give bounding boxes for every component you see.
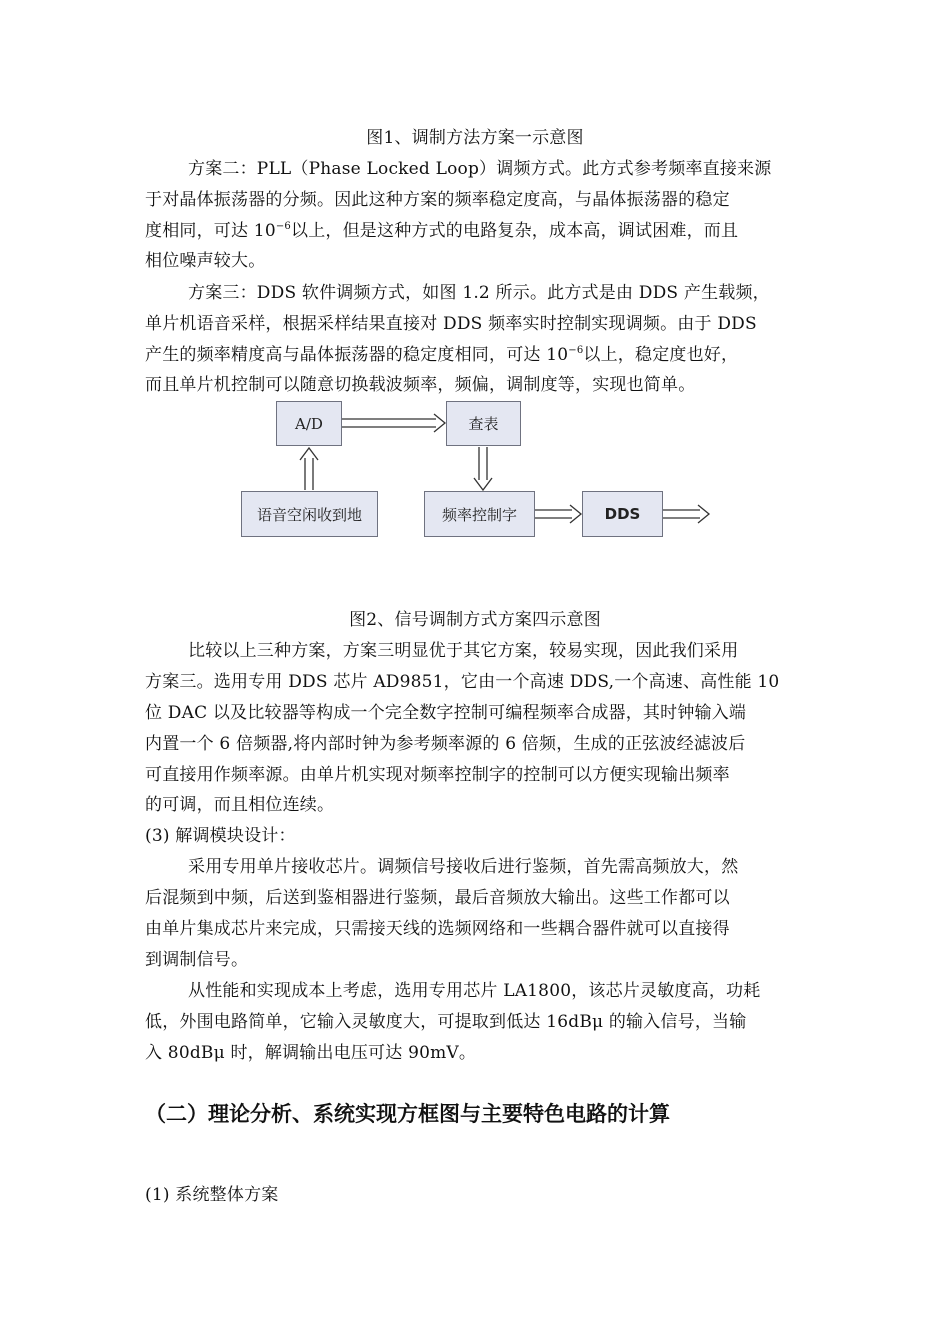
system-title: (1) 系统整体方案 <box>145 1185 279 1205</box>
arrow-lookup-to-freqword <box>474 447 492 490</box>
scheme2-line4: 相位噪声较大。 <box>145 251 266 271</box>
la1800-line3: 入 80dBμ 时，解调输出电压可达 90mV。 <box>145 1043 477 1063</box>
scheme2-line2: 于对晶体振荡器的分频。因此这种方案的频率稳定度高，与晶体振荡器的稳定 <box>145 190 730 210</box>
arrow-ad-to-lookup <box>342 414 445 432</box>
scheme3-line2: 单片机语音采样，根据采样结果直接对 DDS 频率实时控制实现调频。由于 DDS <box>145 314 757 334</box>
demod-line3: 由单片集成芯片来完成，只需接天线的选频网络和一些耦合器件就可以直接得 <box>145 919 730 939</box>
scheme2-line3 <box>145 216 810 246</box>
scheme2-line3-post: 以上，但是这种方式的电路复杂，成本高，调试困难，而且 <box>291 221 739 241</box>
box-voice: 语音空闲收到地 <box>241 491 378 537</box>
scheme2-line3-pre: 度相同，可达 10 <box>145 221 276 241</box>
demod-title: (3) 解调模块设计： <box>145 826 296 846</box>
comparison-line3: 位 DAC 以及比较器等构成一个完全数字控制可编程频率合成器，其时钟输入端 <box>145 703 747 723</box>
comparison-line1: 比较以上三种方案，方案三明显优于其它方案，较易实现，因此我们采用 <box>188 641 739 661</box>
demod-line2: 后混频到中频，后送到鉴相器进行鉴频，最后音频放大输出。这些工作都可以 <box>145 888 730 908</box>
la1800-line1: 从性能和实现成本上考虑，选用专用芯片 LA1800，该芯片灵敏度高，功耗 <box>188 981 761 1001</box>
figure1-caption: 图1、调制方法方案一示意图 <box>366 128 584 148</box>
demod-line4: 到调制信号。 <box>145 950 249 970</box>
box-ad: A/D <box>276 401 342 446</box>
exponent: −6 <box>568 345 584 356</box>
scheme3-line3 <box>145 340 810 370</box>
comparison-line6: 的可调，而且相位连续。 <box>145 795 335 815</box>
comparison-line2: 方案三。选用专用 DDS 芯片 AD9851，它由一个高速 DDS,一个高速、高性能 10 <box>145 672 780 692</box>
scheme3-line3-post: 以上，稳定度也好， <box>583 345 739 365</box>
exponent: −6 <box>275 221 291 232</box>
scheme3-line3-pre: 产生的频率精度高与晶体振荡器的稳定度相同，可达 10 <box>145 345 569 365</box>
comparison-line4: 内置一个 6 倍频器,将内部时钟为参考频率源的 6 倍频，生成的正弦波经滤波后 <box>145 734 746 754</box>
box-lookup: 查表 <box>446 401 521 446</box>
scheme3-line4: 而且单片机控制可以随意切换载波频率，频偏，调制度等，实现也简单。 <box>145 375 696 395</box>
arrow-voice-to-ad <box>300 448 318 490</box>
arrow-freqword-to-dds <box>535 505 581 523</box>
arrow-dds-output <box>663 505 709 523</box>
comparison-line5: 可直接用作频率源。由单片机实现对频率控制字的控制可以方便实现输出频率 <box>145 765 730 785</box>
section-heading: （二）理论分析、系统实现方框图与主要特色电路的计算 <box>145 1102 670 1126</box>
box-freq-word: 频率控制字 <box>424 491 535 537</box>
box-dds: DDS <box>582 491 663 537</box>
scheme3-line1: 方案三：DDS 软件调频方式，如图 1.2 所示。此方式是由 DDS 产生载频， <box>188 283 770 303</box>
demod-line1: 采用专用单片接收芯片。调频信号接收后进行鉴频，首先需高频放大，然 <box>188 857 739 877</box>
figure2-caption: 图2、信号调制方式方案四示意图 <box>349 610 601 630</box>
scheme2-line1: 方案二：PLL（Phase Locked Loop）调频方式。此方式参考频率直接来源 <box>188 159 772 179</box>
la1800-line2: 低，外围电路简单，它输入灵敏度大，可提取到低达 16dBμ 的输入信号，当输 <box>145 1012 747 1032</box>
